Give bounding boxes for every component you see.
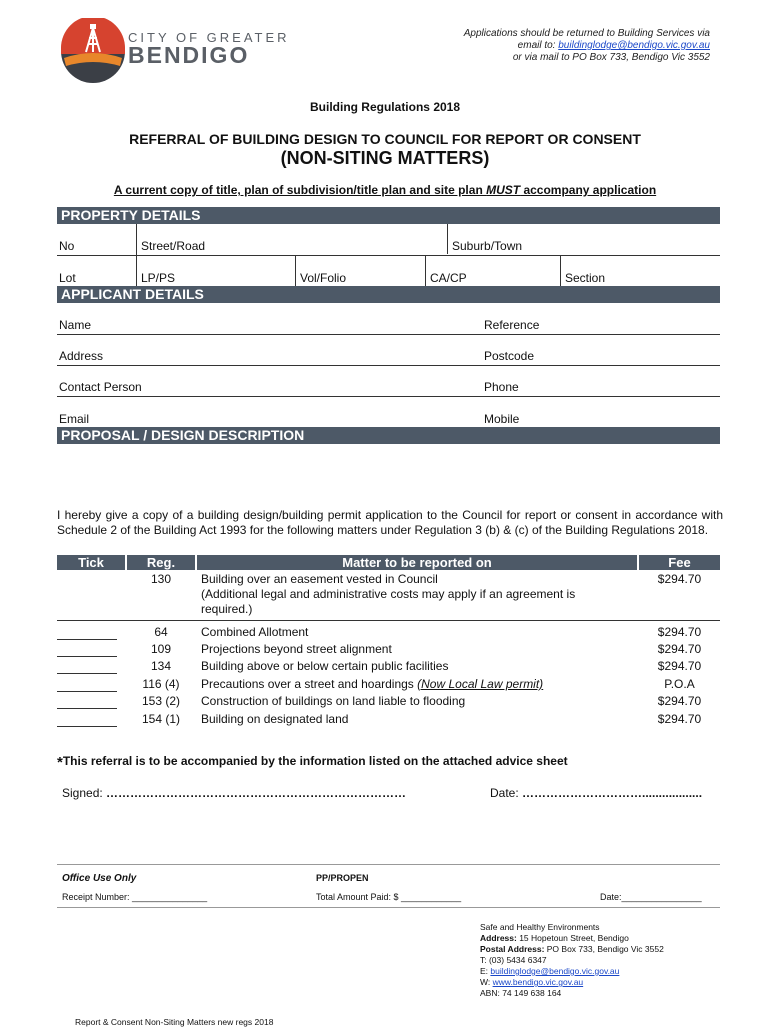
property-details-header: PROPERTY DETAILS [57,207,720,224]
reg-cell: 109 [150,642,172,656]
logo-text-city: CITY OF GREATER [128,30,290,45]
matter-cell [201,677,543,692]
return-email-prefix: email to: [517,40,559,51]
date-dots: ………………………….................. [522,786,703,800]
city-of-greater-bendigo-logo-icon [60,18,126,84]
contact-dept: Safe and Healthy Environments [480,922,600,932]
form-subtitle: (NON-SITING MATTERS) [280,148,490,168]
matter-cell: Combined Allotment [201,625,309,639]
return-line-3: or via mail to PO Box 733, Bendigo Vic 3552 [512,52,710,63]
matter-text: Precautions over a street and hoardings [201,677,418,691]
matter-cell: Building above or below certain public facilities [201,659,449,673]
field-cacp[interactable]: CA/CP [430,271,467,285]
field-email[interactable]: Email [59,412,90,426]
return-line-2 [464,40,710,52]
note-asterisk: * [57,754,63,771]
fee-cell: $294.70 [657,642,702,656]
fee-cell: $294.70 [657,625,702,639]
field-phone[interactable]: Phone [484,380,519,394]
fee-cell: P.O.A [664,677,695,691]
contact-address [480,933,664,944]
field-address[interactable]: Address [59,349,104,363]
office-use-title: Office Use Only [62,873,137,884]
reg-cell: 154 (1) [141,712,181,726]
tick-box[interactable] [57,642,117,657]
column-header-fee: Fee [639,555,720,570]
contact-address-label: Address: [480,933,517,943]
contact-postal-label: Postal Address: [480,944,545,954]
applicant-details-header: APPLICANT DETAILS [57,286,720,303]
field-no[interactable]: No [59,239,75,253]
divider [57,907,720,908]
signed-field[interactable] [62,786,406,800]
date-label: Date: [490,786,523,800]
matter-cell: Building on designated land [201,712,349,726]
contact-email [480,966,664,977]
receipt-number-field[interactable]: Receipt Number: _______________ [62,892,208,902]
document-footer: Report & Consent Non-Siting Matters new regs 2018 [75,1017,274,1027]
divider [425,256,426,286]
reg-cell: 116 (4) [142,677,180,691]
field-reference[interactable]: Reference [484,318,540,332]
fee-cell: $294.70 [657,712,702,726]
field-name[interactable]: Name [59,318,92,332]
field-lpps[interactable]: LP/PS [141,271,176,285]
contact-block [480,922,664,999]
contact-phone: T: (03) 5434 6347 [480,955,547,965]
form-title: REFERRAL OF BUILDING DESIGN TO COUNCIL FOR REPORT OR CONSENT [129,131,641,147]
date-field[interactable] [490,786,702,800]
copy-notice-post: accompany application [520,183,657,197]
field-section[interactable]: Section [565,271,606,285]
copy-notice-pre: A current copy of title, plan of subdivision/title plan and site plan [113,183,487,197]
tick-box[interactable] [57,572,117,586]
return-email-link[interactable]: buildinglodge@bendigo.vic.gov.au [558,40,710,51]
regulations-heading: Building Regulations 2018 [309,100,461,114]
contact-email-prefix: E: [480,966,491,976]
matter-130-line2: (Additional legal and administrative costs may apply if an agreement is [201,587,576,601]
declaration-text: I hereby give a copy of a building design/building permit application to the Council for report or consent in accordance with Schedule 2 of the Building Act 1993 for the following matters under Regulation 3 (b) & (c) of the Building Regulations 2018. [57,508,723,537]
matter-130-line3: required.) [201,602,253,616]
office-date-field[interactable]: Date:________________ [600,892,702,902]
divider [57,365,720,366]
reg-cell: 64 [154,625,168,639]
field-volfolio[interactable]: Vol/Folio [300,271,347,285]
return-instructions [464,28,710,64]
matter-cell: Projections beyond street alignment [201,642,392,656]
contact-postal-text: PO Box 733, Bendigo Vic 3552 [544,944,664,954]
fee-cell: $294.70 [657,694,702,708]
contact-web [480,977,664,988]
divider [57,620,720,621]
tick-box[interactable] [57,659,117,674]
contact-email-link[interactable]: buildinglodge@bendigo.vic.gov.au [490,966,620,976]
contact-postal [480,944,664,955]
field-suburb[interactable]: Suburb/Town [452,239,523,253]
contact-address-text: 15 Hopetoun Street, Bendigo [516,933,629,943]
column-header-tick: Tick [57,555,125,570]
proposal-header: PROPOSAL / DESIGN DESCRIPTION [57,427,720,444]
divider [57,334,720,335]
reg-cell: 153 (2) [141,694,181,708]
reg-cell: 134 [150,659,172,673]
divider [57,864,720,865]
fee-130: $294.70 [657,572,702,586]
contact-web-link[interactable]: www.bendigo.vic.gov.au [492,977,584,987]
proposal-description-area[interactable] [57,445,720,500]
matter-cell: Construction of buildings on land liable to flooding [201,694,466,708]
return-line-1: Applications should be returned to Building Services via [463,28,710,39]
copy-notice [0,183,770,197]
fee-cell: $294.70 [657,659,702,673]
signed-label: Signed: [62,786,107,800]
matter-note: (Now Local Law permit) [417,677,544,691]
field-street[interactable]: Street/Road [141,239,206,253]
divider [295,256,296,286]
contact-abn: ABN: 74 149 638 164 [480,988,562,998]
contact-web-prefix: W: [480,977,493,987]
field-mobile[interactable]: Mobile [484,412,520,426]
column-header-reg: Reg. [127,555,195,570]
note-text: This referral is to be accompanied by the information listed on the attached advice sheet [62,754,568,768]
total-paid-field[interactable]: Total Amount Paid: $ ____________ [316,892,462,902]
city-logo [60,18,126,84]
field-postcode[interactable]: Postcode [484,349,535,363]
reg-130: 130 [150,572,172,586]
copy-notice-emph: MUST [486,183,521,197]
column-header-matter: Matter to be reported on [197,555,637,570]
advice-sheet-note [57,754,568,771]
logo-text-bendigo: BENDIGO [128,42,250,68]
signed-dots: ………………………………………………………………… [106,786,407,800]
field-contact-person[interactable]: Contact Person [59,380,142,394]
tick-box[interactable] [57,677,117,692]
divider [57,396,720,397]
divider [447,224,448,254]
tick-box[interactable] [57,694,117,709]
tick-box[interactable] [57,712,117,727]
divider [57,255,720,256]
divider [560,256,561,286]
matter-130-line1: Building over an easement vested in Council [201,572,438,586]
tick-box[interactable] [57,625,117,640]
office-pp-label: PP/PROPEN [316,873,369,883]
field-lot[interactable]: Lot [59,271,76,285]
